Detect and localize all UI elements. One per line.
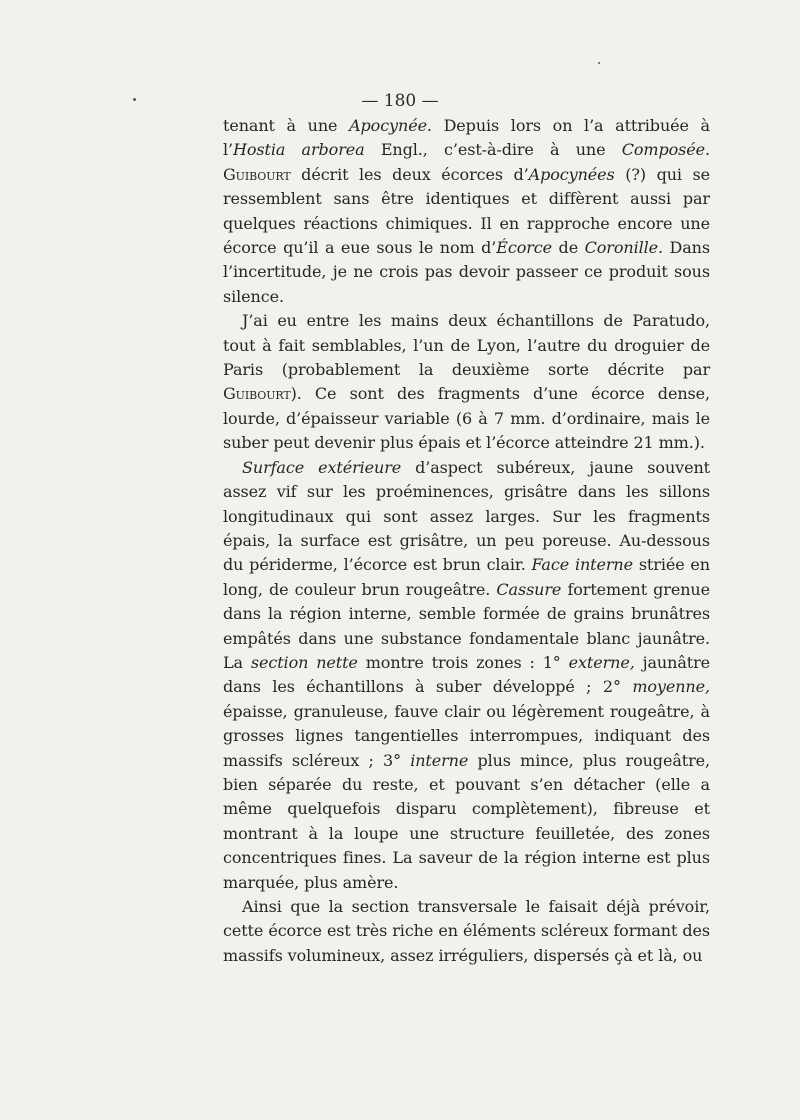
italic-run: moyenne, (632, 677, 710, 697)
text-run: décrit les deux écorces d’ (290, 164, 529, 184)
text-run: jaunâtre dans les échantillons à suber développé ; 2° (223, 652, 711, 697)
page-number: — 180 — (361, 91, 439, 111)
paragraph (223, 895, 710, 968)
text-run: de (552, 238, 585, 258)
body-text (223, 114, 710, 968)
text-run: Ainsi que la section transversale le faisait déjà prévoir, cette écorce est très riche en éléments scléreux formant des massifs volumineux, assez irréguliers, dispersés çà et là, ou (223, 897, 710, 965)
italic-run: Hostia arborea (233, 140, 365, 160)
paragraph (223, 456, 710, 895)
italic-run: Composée. (621, 140, 710, 160)
italic-run: Coronille. (584, 238, 663, 258)
print-speck (133, 98, 136, 101)
text-run: (?) qui se ressemblent sans être identiques et diffèrent aussi par quelques réactions chimiques. Il en rapproche encore une écorce qu’il a eue sous le nom d’ (223, 164, 710, 258)
text-run: plus mince, plus rougeâtre, bien séparée du reste, et pouvant s’en détacher (elle a même quelquefois disparu complètement), fibreuse et montrant à la loupe une structure feuilletée, des zones concentriques fines. La saveur de la région interne est plus marquée, plus amère. (223, 750, 710, 892)
italic-run: interne (410, 750, 469, 770)
italic-run: Apocynées (528, 164, 615, 184)
text-run: Dans l’incertitude, je ne crois pas devoir passeer ce produit sous silence. (223, 238, 710, 306)
text-run: Depuis lors on l’a attribuée à l’ (223, 116, 710, 160)
text-run: ). Ce sont des fragments d’une écorce dense, lourde, d’épaisseur variable (6 à 7 mm. d’ordinaire, mais le suber peut devenir plus épais et l’écorce atteindre 21 mm.). (223, 384, 710, 453)
author-name: Guibourt (223, 384, 291, 404)
italic-run: Face interne (531, 555, 633, 575)
text-run: montre trois zones : 1° (357, 652, 569, 672)
paragraph (223, 309, 710, 455)
text-run: d’aspect subéreux, jaune souvent assez vif sur les proéminences, grisâtre dans les sillons longitudinaux qui sont assez larges. Sur les fragments épais, la surface est grisâtre, un peu poreuse. Au-dessous du périderme, l’écorce est brun clair. (223, 457, 711, 575)
text-run: épaisse, granuleuse, fauve clair ou légèrement rougeâtre, à grosses lignes tangentielles interrompues, indiquant des massifs scléreux ; 3° (223, 701, 710, 770)
italic-run: Cassure (496, 579, 562, 599)
paragraph (223, 114, 710, 309)
text-run: fortement grenue dans la région interne, semble formée de grains brunâtres empâtés dans une substance fondamentale blanc jaunâtre. La (223, 579, 710, 672)
print-speck (598, 62, 600, 64)
italic-run: Écorce (496, 238, 553, 258)
text-run: J’ai eu entre les mains deux échantillons de Paratudo, tout à fait semblables, l’un de Lyon, l’autre du droguier de Paris (probablement la deuxième sorte décrite par (223, 311, 710, 380)
italic-run: externe, (568, 652, 635, 672)
text-run: striée en long, de couleur brun rougeâtre. (223, 555, 710, 599)
text-run: Engl., c’est-à-dire à une (364, 140, 622, 160)
italic-run: Surface extérieure (242, 457, 402, 477)
italic-run: section nette (250, 652, 358, 672)
italic-run: Apocynée. (349, 116, 432, 135)
author-name: Guibourt (223, 164, 291, 184)
text-run: tenant à une (223, 116, 350, 135)
